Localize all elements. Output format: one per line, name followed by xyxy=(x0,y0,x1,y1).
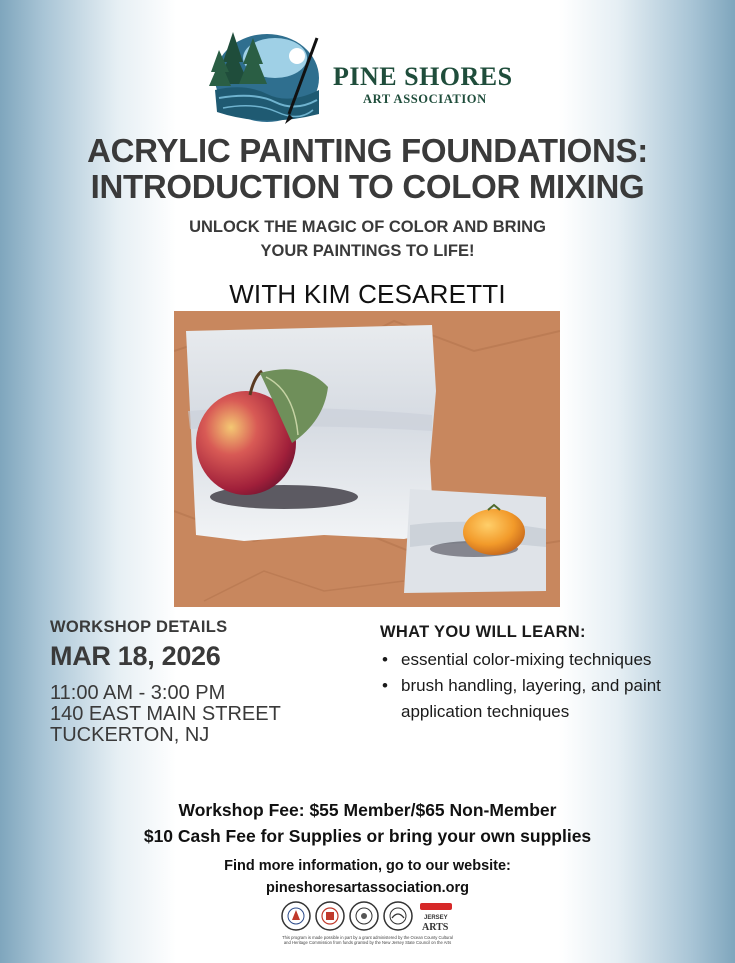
list-item xyxy=(380,673,710,725)
workshop-time: 11:00 AM - 3:00 PM xyxy=(50,682,226,704)
instructor-name: WITH KIM CESARETTI xyxy=(229,279,506,309)
more-info-text: Find more information, go to our website: xyxy=(224,858,511,874)
ocean-county-seal-icon xyxy=(282,902,310,930)
organization-logo xyxy=(205,28,535,128)
workshop-address-line-1: 140 EAST MAIN STREET xyxy=(50,703,281,725)
state-seal-icon xyxy=(384,902,412,930)
workshop-details xyxy=(50,683,281,746)
supplies-fee: $10 Cash Fee for Supplies or bring your own supplies xyxy=(143,826,592,846)
tagline-line-1: UNLOCK THE MAGIC OF COLOR AND BRING xyxy=(189,218,546,236)
learn-item-text: brush handling, layering, and paint application techniques xyxy=(401,676,661,721)
painting-artwork-image xyxy=(174,311,560,607)
workshop-date: MAR 18, 2026 xyxy=(50,641,221,671)
workshop-details-heading: WORKSHOP DETAILS xyxy=(50,618,228,636)
website-link[interactable]: pineshoresartassociation.org xyxy=(265,880,470,896)
learn-item-text: essential color-mixing techniques xyxy=(401,650,652,669)
page-title xyxy=(0,133,735,205)
jersey-arts-logo-icon xyxy=(420,903,452,933)
workshop-address-line-2: TUCKERTON, NJ xyxy=(50,724,210,746)
organization-name: PINE SHORES xyxy=(333,62,513,91)
svg-text:JERSEY: JERSEY xyxy=(424,915,448,921)
title-line-1: ACRYLIC PAINTING FOUNDATIONS: xyxy=(87,132,648,169)
title-line-2: INTRODUCTION TO COLOR MIXING xyxy=(90,168,645,205)
bullet-icon: • xyxy=(382,650,388,669)
more-info xyxy=(0,855,735,899)
county-seal-icon xyxy=(350,902,378,930)
bullet-icon: • xyxy=(382,676,388,695)
tagline xyxy=(0,215,735,263)
learn-list xyxy=(380,647,710,725)
cultural-heritage-seal-icon xyxy=(316,902,344,930)
palette-trees-logo-icon xyxy=(205,28,323,128)
organization-subtitle: ART ASSOCIATION xyxy=(363,92,487,106)
tagline-line-2: YOUR PAINTINGS TO LIFE! xyxy=(260,242,475,260)
sponsor-logos xyxy=(280,900,455,934)
list-item xyxy=(380,647,710,673)
learn-heading: WHAT YOU WILL LEARN: xyxy=(380,623,586,641)
fees xyxy=(0,797,735,849)
grant-credit: This program is made possible in part by a grant administered by the Ocean County Cultural and Heritage Commission from funds granted by the New Jersey State Council on the Arts xyxy=(282,935,453,945)
workshop-fee: Workshop Fee: $55 Member/$65 Non-Member xyxy=(178,800,557,820)
svg-text:ARTS: ARTS xyxy=(422,922,449,933)
